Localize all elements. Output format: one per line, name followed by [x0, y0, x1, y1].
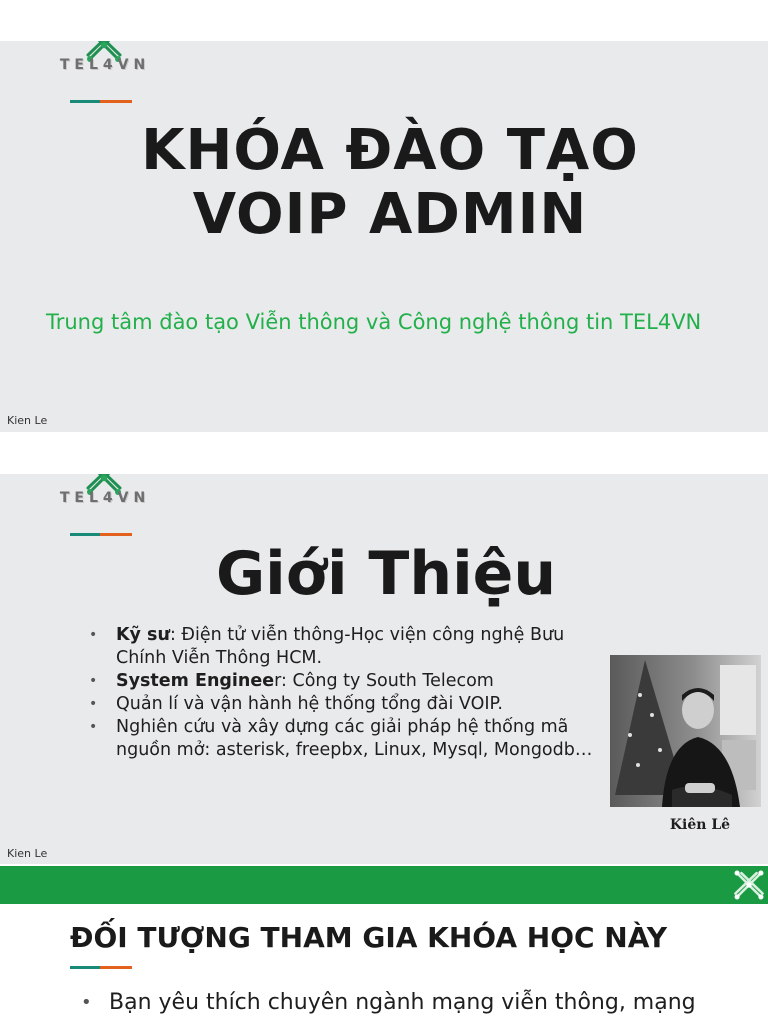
accent-divider: [70, 100, 132, 103]
presenter-photo: [610, 655, 761, 807]
list-item: [89, 716, 609, 762]
bullet-dot: •: [89, 719, 98, 735]
tel4vn-logo: [44, 41, 166, 97]
accent-divider: [70, 966, 132, 969]
intro-bullet-list: [89, 624, 609, 762]
list-item: [89, 624, 609, 670]
header-band: [0, 866, 768, 904]
list-item: [89, 693, 609, 716]
bullet-dot: •: [89, 627, 98, 643]
bullet-bold-label: System Enginee: [116, 671, 275, 691]
tel4vn-cross-logo-icon: [730, 868, 768, 902]
course-title-line1: KHÓA ĐÀO TẠO: [141, 118, 639, 183]
logo-wordmark: TEL4VN: [59, 490, 151, 506]
audience-bullet-list: [81, 988, 761, 1018]
footer-author: Kien Le: [7, 414, 48, 427]
bullet-text: : Điện tử viễn thông-Học viện công nghệ Bưu Chính Viễn Thông HCM.: [116, 625, 565, 668]
bullet-dot: •: [89, 673, 98, 689]
list-item: [89, 670, 609, 693]
intro-title: Giới Thiệu: [215, 539, 557, 609]
course-title-line2: VOIP ADMIN: [192, 182, 588, 247]
presenter-name: Kiên Lê: [669, 817, 731, 833]
bullet-text: Quản lí và vận hành hệ thống tổng đài VOIP.: [116, 694, 503, 714]
bullet-dot: •: [81, 992, 92, 1013]
course-subtitle: Trung tâm đào tạo Viễn thông và Công nghệ thông tin TEL4VN: [46, 310, 702, 334]
tel4vn-logo: [44, 474, 166, 530]
audience-title: ĐỐI TƯỢNG THAM GIA KHÓA HỌC NÀY: [70, 921, 668, 954]
logo-wordmark: TEL4VN: [59, 57, 151, 73]
bullet-text: Nghiên cứu và xây dựng các giải pháp hệ thống mã nguồn mở: asterisk, freepbx, Linux, Mysql, Mongodb…: [116, 717, 593, 760]
list-item: [81, 988, 761, 1018]
bullet-dot: •: [89, 696, 98, 712]
slide-audience: [0, 866, 768, 1024]
slide-title: [0, 41, 768, 432]
bullet-text: r: Công ty South Telecom: [274, 671, 494, 691]
accent-divider: [70, 533, 132, 536]
bullet-text: Bạn yêu thích chuyên ngành mạng viễn thông, mạng: [109, 990, 696, 1015]
footer-author: Kien Le: [7, 847, 48, 860]
bullet-bold-label: Kỹ sư: [116, 625, 170, 645]
slide-introduction: [0, 474, 768, 864]
course-title: [0, 119, 768, 247]
